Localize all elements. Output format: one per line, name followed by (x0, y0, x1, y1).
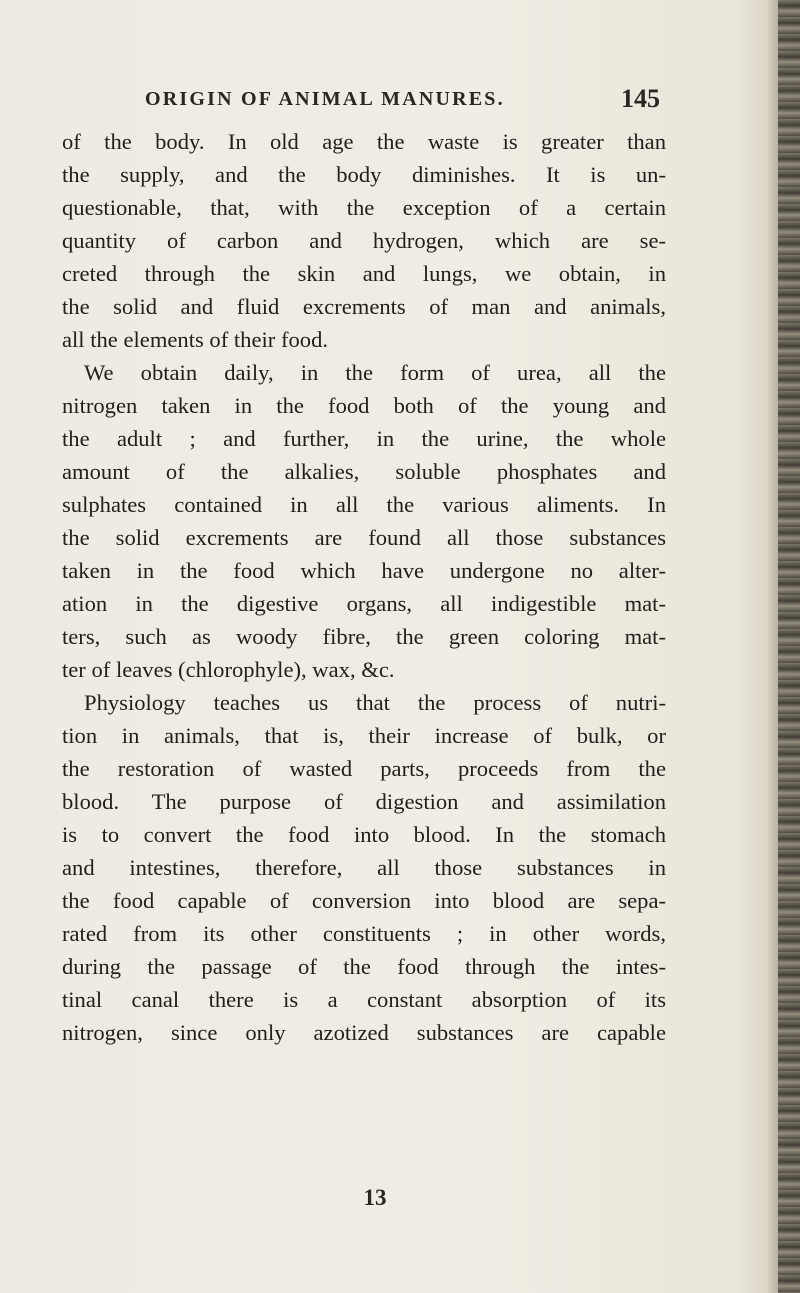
page-number: 145 (621, 84, 660, 113)
text-line: tinal canal there is a constant absorption of its (62, 987, 666, 1012)
running-title: ORIGIN OF ANIMAL MANURES. (145, 88, 505, 110)
text-line: all the elements of their food. (62, 327, 329, 352)
text-line: the solid and fluid excrements of man and animals, (62, 294, 666, 319)
text-line: amount of the alkalies, soluble phosphates and (62, 459, 666, 484)
text-line: ter of leaves (chlorophyle), wax, &c. (62, 657, 395, 682)
text-line: nitrogen taken in the food both of the young and (62, 393, 666, 418)
text-line: rated from its other constituents ; in other words, (62, 921, 666, 946)
text-line: nitrogen, since only azotized substances are capable (62, 1020, 666, 1045)
page-gutter-shadow (766, 0, 778, 1293)
body-text (62, 125, 666, 1049)
text-line: during the passage of the food through the intes- (62, 954, 666, 979)
text-line: quantity of carbon and hydrogen, which are se- (62, 228, 666, 253)
text-line: the food capable of conversion into blood are sepa- (62, 888, 666, 913)
running-head (145, 84, 660, 118)
text-line: Physiology teaches us that the process of nutri- (84, 690, 666, 715)
text-line: ters, such as woody fibre, the green coloring mat- (62, 624, 666, 649)
text-line: sulphates contained in all the various aliments. In (62, 492, 666, 517)
text-line: the adult ; and further, in the urine, the whole (62, 426, 666, 451)
text-line: the supply, and the body diminishes. It is un- (62, 162, 666, 187)
text-line: questionable, that, with the exception of a certain (62, 195, 666, 220)
text-line: blood. The purpose of digestion and assimilation (62, 789, 666, 814)
text-line: the restoration of wasted parts, proceeds from the (62, 756, 666, 781)
text-line: creted through the skin and lungs, we obtain, in (62, 261, 666, 286)
page-edge (778, 0, 800, 1293)
text-line: taken in the food which have undergone no alter- (62, 558, 666, 583)
text-line: of the body. In old age the waste is greater than (62, 129, 666, 154)
text-line: is to convert the food into blood. In the stomach (62, 822, 666, 847)
text-line: tion in animals, that is, their increase of bulk, or (62, 723, 666, 748)
text-line: We obtain daily, in the form of urea, all the (84, 360, 666, 385)
signature-mark: 13 (363, 1185, 387, 1210)
text-line: and intestines, therefore, all those substances in (62, 855, 666, 880)
text-line: ation in the digestive organs, all indigestible mat- (62, 591, 666, 616)
text-line: the solid excrements are found all those substances (62, 525, 666, 550)
